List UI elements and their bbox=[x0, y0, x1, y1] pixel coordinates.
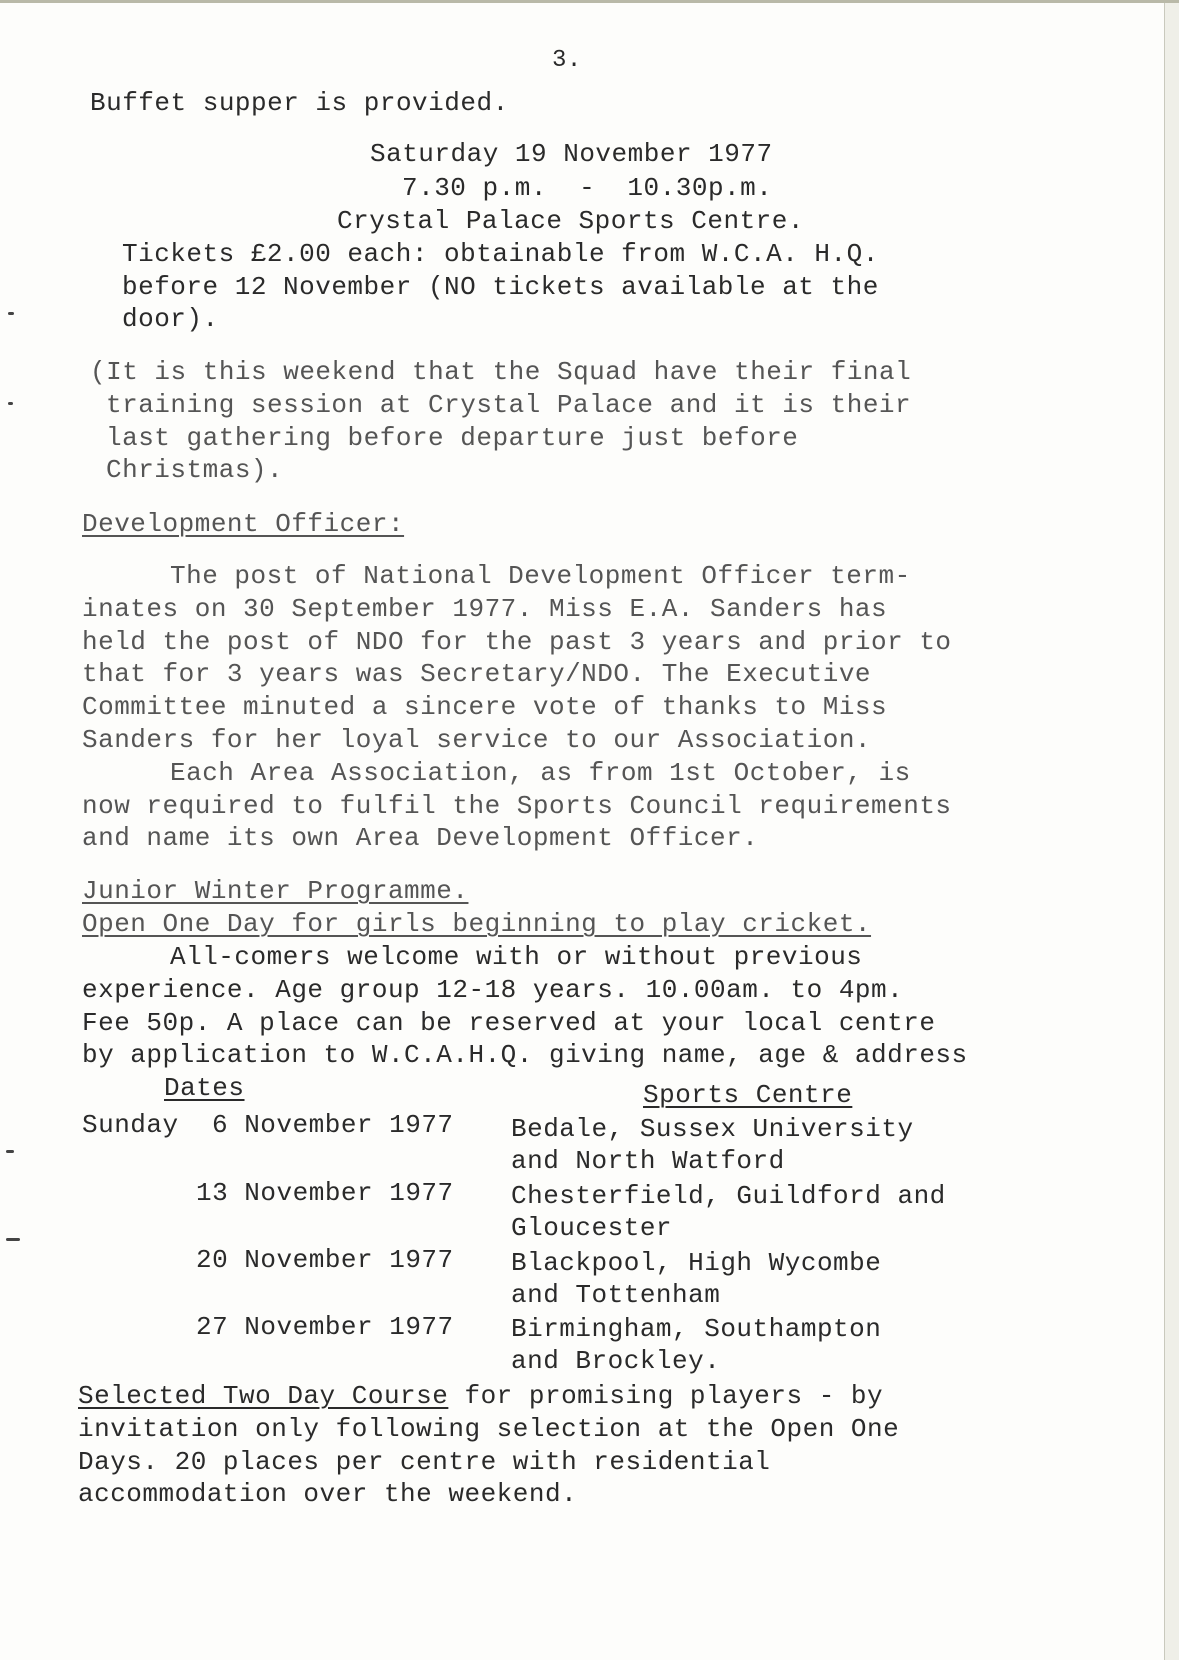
event-time: 7.30 p.m. - 10.30p.m. bbox=[402, 173, 773, 203]
selected-course-text-line: accommodation over the weekend. bbox=[78, 1479, 578, 1509]
margin-speck bbox=[6, 1150, 14, 1153]
junior-subheading: Open One Day for girls beginning to play cricket. bbox=[82, 909, 872, 939]
margin-speck bbox=[8, 402, 13, 405]
development-text-line: inates on 30 September 1977. Miss E.A. Sanders has bbox=[82, 594, 888, 624]
schedule-date: 27 November 1977 bbox=[196, 1312, 454, 1342]
tickets-line: Tickets £2.00 each: obtainable from W.C.A. H.Q. bbox=[122, 239, 879, 269]
schedule-day: Sunday bbox=[82, 1110, 179, 1140]
intro-line: Buffet supper is provided. bbox=[90, 88, 509, 118]
selected-course-text-line: Days. 20 places per centre with residential bbox=[78, 1447, 771, 1477]
schedule-centre: Chesterfield, Guildford and bbox=[511, 1181, 946, 1211]
schedule-centre: Gloucester bbox=[511, 1213, 673, 1243]
event-venue: Crystal Palace Sports Centre. bbox=[337, 206, 804, 236]
selected-course-line bbox=[78, 1381, 883, 1411]
tickets-line: before 12 November (NO tickets available at the bbox=[122, 272, 879, 302]
margin-speck bbox=[6, 1238, 20, 1241]
schedule-centre: and North Watford bbox=[511, 1146, 785, 1176]
schedule-centre: Blackpool, High Wycombe bbox=[511, 1248, 882, 1278]
schedule-centre: Bedale, Sussex University bbox=[511, 1114, 914, 1144]
selected-course-text-line: invitation only following selection at the Open One bbox=[78, 1414, 900, 1444]
junior-heading: Junior Winter Programme. bbox=[82, 876, 469, 906]
squad-note-line: training session at Crystal Palace and it is their bbox=[106, 390, 912, 420]
squad-note-line: last gathering before departure just before bbox=[106, 423, 799, 453]
development-text-line: Committee minuted a sincere vote of thanks to Miss bbox=[82, 692, 888, 722]
page-number: 3. bbox=[552, 47, 582, 74]
development-heading: Development Officer: bbox=[82, 509, 405, 539]
development-text-line: Sanders for her loyal service to our Association. bbox=[82, 725, 872, 755]
margin-speck bbox=[8, 312, 14, 315]
development-text-line: and name its own Area Development Officer. bbox=[82, 823, 759, 853]
selected-course-text: for promising players - by bbox=[448, 1381, 884, 1411]
schedule-centre: Birmingham, Southampton bbox=[511, 1314, 882, 1344]
dates-column-header: Dates bbox=[164, 1073, 245, 1103]
junior-text-line: by application to W.C.A.H.Q. giving name, age & address bbox=[82, 1040, 968, 1070]
selected-course-heading: Selected Two Day Course bbox=[78, 1381, 449, 1411]
sports-centre-column-header: Sports Centre bbox=[643, 1080, 853, 1110]
schedule-centre: and Brockley. bbox=[511, 1346, 721, 1376]
development-text-line: Each Area Association, as from 1st October, is bbox=[170, 758, 911, 788]
junior-text-line: Fee 50p. A place can be reserved at your local centre bbox=[82, 1008, 936, 1038]
development-text-line: held the post of NDO for the past 3 years and prior to bbox=[82, 627, 952, 657]
development-text-line: that for 3 years was Secretary/NDO. The Executive bbox=[82, 659, 872, 689]
development-text-line: The post of National Development Officer term- bbox=[170, 561, 911, 591]
schedule-date: 13 November 1977 bbox=[196, 1178, 454, 1208]
junior-text-line: experience. Age group 12-18 years. 10.00am. to 4pm. bbox=[82, 975, 904, 1005]
squad-note-line: (It is this weekend that the Squad have their final bbox=[90, 357, 912, 387]
event-date: Saturday 19 November 1977 bbox=[370, 139, 773, 169]
squad-note-line: Christmas). bbox=[106, 455, 284, 485]
schedule-date: 6 November 1977 bbox=[212, 1110, 454, 1140]
schedule-centre: and Tottenham bbox=[511, 1280, 721, 1310]
junior-text-line: All-comers welcome with or without previous bbox=[170, 942, 863, 972]
development-text-line: now required to fulfil the Sports Council requirements bbox=[82, 791, 952, 821]
schedule-date: 20 November 1977 bbox=[196, 1245, 454, 1275]
tickets-line: door). bbox=[122, 304, 219, 334]
